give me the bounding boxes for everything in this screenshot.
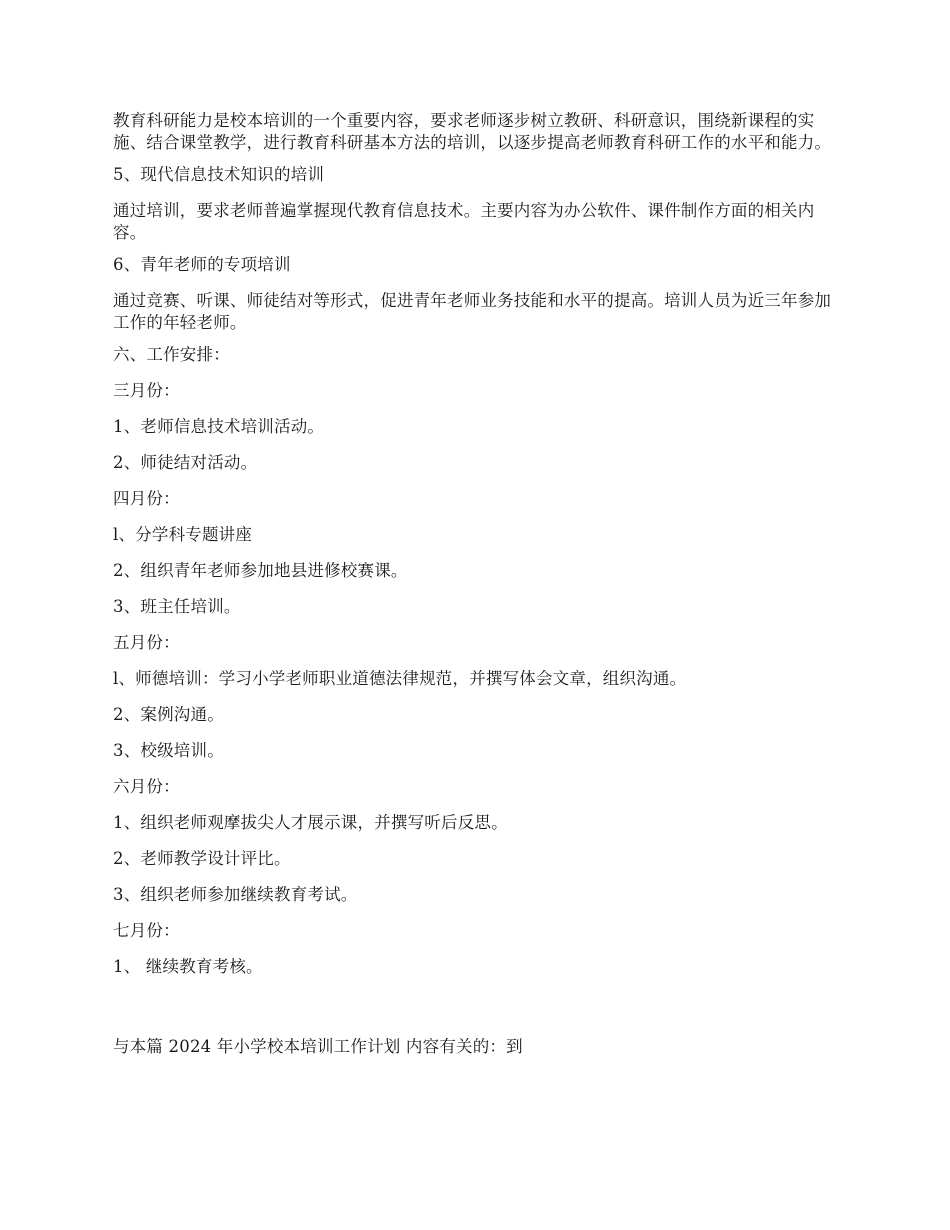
heading-work-arrangement: 六、工作安排： <box>113 345 230 364</box>
list-item: 1、 继续教育考核。 <box>113 957 263 976</box>
related-content-note: 与本篇 2024 年小学校本培训工作计划 内容有关的：到 <box>113 1037 523 1056</box>
month-march: 三月份： <box>113 381 180 400</box>
list-item: l、师德培训：学习小学老师职业道德法律规范，并撰写体会文章，组织沟通。 <box>113 669 687 688</box>
heading-young-teacher-training: 6、青年老师的专项培训 <box>113 255 291 274</box>
list-item: 3、班主任培训。 <box>113 597 241 616</box>
month-july: 七月份： <box>113 921 180 940</box>
paragraph-it-training: 通过培训，要求老师普遍掌握现代教育信息技术。主要内容为办公软件、课件制作方面的相关内容。 <box>113 201 815 242</box>
list-item: 2、老师教学设计评比。 <box>113 849 291 868</box>
month-june: 六月份： <box>113 777 180 796</box>
list-item: 3、校级培训。 <box>113 741 224 760</box>
list-item: 1、老师信息技术培训活动。 <box>113 417 325 436</box>
paragraph-young-teacher-training: 通过竞赛、听课、师徒结对等形式，促进青年老师业务技能和水平的提高。培训人员为近三年参加工作的年轻老师。 <box>113 291 832 332</box>
list-item: l、分学科专题讲座 <box>113 525 253 544</box>
month-may: 五月份： <box>113 633 180 652</box>
document-page <box>113 110 841 1072</box>
list-item: 3、组织老师参加继续教育考试。 <box>113 885 358 904</box>
list-item: 2、师徒结对活动。 <box>113 453 258 472</box>
heading-it-training: 5、现代信息技术知识的培训 <box>113 165 325 184</box>
month-april: 四月份： <box>113 489 180 508</box>
list-item: 2、组织青年老师参加地县进修校赛课。 <box>113 561 408 580</box>
list-item: 2、案例沟通。 <box>113 705 224 724</box>
paragraph-research-ability: 教育科研能力是校本培训的一个重要内容，要求老师逐步树立教研、科研意识，围绕新课程的实施、结合课堂教学，进行教育科研基本方法的培训，以逐步提高老师教育科研工作的水平和能力。 <box>113 111 832 152</box>
section-gap <box>113 992 841 1036</box>
list-item: 1、组织老师观摩拔尖人才展示课，并撰写听后反思。 <box>113 813 508 832</box>
